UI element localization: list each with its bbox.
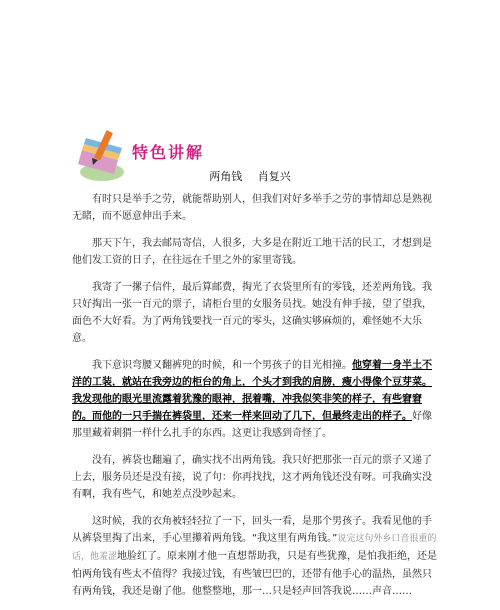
- story-title: 两角钱: [209, 170, 243, 183]
- paragraph-text: 我下意识弯腰又翻裤兜的时候，和一个男孩子的目光相撞。: [92, 360, 352, 371]
- story-heading: [0, 168, 500, 184]
- story-author: 肖复兴: [257, 170, 291, 183]
- paragraph-text: 地脸红了。原来刚才他一直想帮助我，只是有些犹豫，是怕我拒绝，还是怕两角钱有些太不值得？我接过钱，有些皱巴巴的，还带有他手心的温热，虽然只有两角钱，我还是谢了他。他整整地，那一…只是轻声回答我说……声音……: [72, 551, 438, 597]
- section-title: 特色讲解: [132, 143, 205, 162]
- emphasized-text: 他穿着一身半土不洋的工装，就站在我旁边的柜台的角上，个头才到我的肩膀，瘦小得像个豆芽菜。我发现他的眼光里流露着犹豫的眼神，抿着嘴，冲我似笑非笑的样子，有些窘窘的。而他的一只手揣在裤袋里，还来一样来回动了几下，但最终走出的样子。: [72, 360, 432, 422]
- paragraph: [72, 357, 438, 442]
- paragraph: 没有，裤袋也翻遍了，确实找不出两角钱。我只好把那张一百元的票子又递了上去，服务员还是没有接，说了句：你再找找，这才两角钱还没有呀。可我确实没有啊，我有些气，和她差点没吵起来。: [72, 455, 432, 500]
- paragraph: 那天下午，我去邮局寄信，人很多，大多是在附近工地干活的民工，才想到是他们发工资的日子，在往远在千里之外的家里寄钱。: [72, 238, 432, 266]
- paragraph: 我寄了一摞子信件，最后算邮费，掏光了衣袋里所有的零钱，还差两角钱。我只好掏出一张一百元的票子，请柜台里的女服务员找。她没有伸手接，望了望我，面色不大好看。为了两角钱要找一百元的零头，这确实够麻烦的，难怪她不大乐意。: [72, 282, 432, 344]
- paragraph: [72, 513, 438, 600]
- paragraph: 有时只是举手之劳，就能帮助别人，但我们对好多举手之劳的事情却总是熟视无睹，而不愿意伸出手来。: [72, 194, 432, 222]
- paragraph-text: 好像那里藏着刺猬一样什么扎手的东西。这更让我感到奇怪了。: [72, 411, 432, 439]
- story-body: [72, 191, 438, 610]
- annotation-text: 说完这句外乡口音很重的话，他羞涩: [72, 534, 437, 562]
- paragraph-text: 这时候，我的衣角被轻轻拉了一下，回头一看，是那个男孩子。我看见他的手从裤袋里掏了出来，手心里攥着两角钱。“我这里有两角钱。”: [72, 516, 432, 544]
